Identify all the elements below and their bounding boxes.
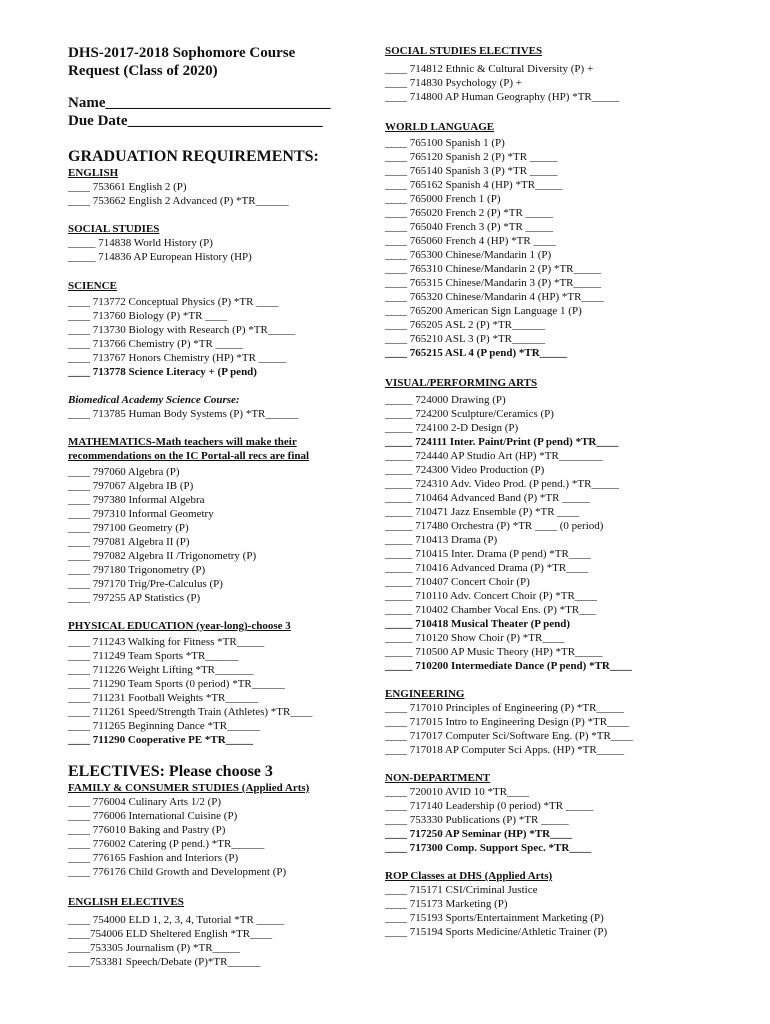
- course-option[interactable]: ____ 717250 AP Seminar (HP) *TR____: [385, 828, 573, 840]
- course-option[interactable]: ____ 797067 Algebra IB (P): [68, 480, 194, 492]
- form-title-line-1: DHS-2017-2018 Sophomore Course: [68, 45, 296, 61]
- course-option[interactable]: ____ 717018 AP Computer Sci Apps. (HP) *TR_____: [385, 744, 625, 756]
- course-option[interactable]: ____ 797255 AP Statistics (P): [68, 592, 201, 604]
- course-option[interactable]: ____ 776004 Culinary Arts 1/2 (P): [68, 796, 222, 808]
- section-heading: ENGINEERING: [385, 688, 465, 700]
- course-option[interactable]: _____ 710200 Intermediate Dance (P pend) *TR____: [385, 660, 632, 672]
- science-section: [68, 279, 368, 379]
- course-option[interactable]: ____ 765310 Chinese/Mandarin 2 (P) *TR_____: [385, 263, 602, 275]
- course-option[interactable]: ____ 717017 Computer Sci/Software Eng. (P) *TR____: [385, 730, 633, 742]
- section-heading: MATHEMATICS-Math teachers will make their: [68, 436, 297, 448]
- course-option[interactable]: ____ 714812 Ethnic & Cultural Diversity (P) +: [385, 63, 594, 75]
- course-option[interactable]: ____ 765215 ASL 4 (P pend) *TR_____: [385, 347, 568, 359]
- section-heading: WORLD LANGUAGE: [385, 121, 495, 133]
- course-option[interactable]: ____ 713760 Biology (P) *TR ____: [68, 310, 228, 322]
- course-option[interactable]: ____ 765060 French 4 (HP) *TR ____: [385, 235, 556, 247]
- course-option[interactable]: ____ 713766 Chemistry (P) *TR _____: [68, 338, 244, 350]
- course-option[interactable]: _____ 710413 Drama (P): [385, 534, 498, 546]
- course-option[interactable]: ____ 797180 Trigonometry (P): [68, 564, 206, 576]
- course-option[interactable]: ____ 717300 Comp. Support Spec. *TR____: [385, 842, 592, 854]
- social-studies-section: [68, 222, 368, 264]
- course-option[interactable]: ____ 711231 Football Weights *TR______: [68, 692, 259, 704]
- course-option[interactable]: _____ 710120 Show Choir (P) *TR____: [385, 632, 565, 644]
- form-title-line-2: Request (Class of 2020): [68, 63, 218, 79]
- course-option[interactable]: _____ 724200 Sculpture/Ceramics (P): [385, 408, 554, 420]
- rop-section: [385, 869, 685, 939]
- non-department-course-list: [385, 785, 685, 855]
- section-heading: SOCIAL STUDIES: [68, 223, 160, 235]
- section-heading: SOCIAL STUDIES ELECTIVES: [385, 45, 543, 57]
- course-option[interactable]: _____ 724310 Adv. Video Prod. (P pend.) *TR_____: [385, 478, 619, 490]
- course-option[interactable]: ____ 715194 Sports Medicine/Athletic Trainer (P): [385, 926, 608, 938]
- course-option[interactable]: ____ 765162 Spanish 4 (HP) *TR_____: [385, 179, 563, 191]
- electives-heading: ELECTIVES: Please choose 3: [68, 763, 273, 780]
- social-studies-electives-section: [385, 44, 685, 104]
- course-option[interactable]: ____ 717010 Principles of Engineering (P) *TR_____: [385, 702, 624, 714]
- biomed-section: [68, 393, 368, 421]
- course-option[interactable]: ____ 715171 CSI/Criminal Justice: [385, 884, 538, 896]
- course-option[interactable]: ____ 765000 French 1 (P): [385, 193, 501, 205]
- course-option[interactable]: ____ 765205 ASL 2 (P) *TR______: [385, 319, 546, 331]
- course-option[interactable]: ____753305 Journalism (P) *TR_____: [68, 942, 241, 954]
- section-heading: ROP Classes at DHS (Applied Arts): [385, 870, 553, 882]
- course-option[interactable]: ____ 711261 Speed/Strength Train (Athletes) *TR____: [68, 706, 313, 718]
- section-heading: recommendations on the IC Portal-all recs are final: [68, 450, 310, 462]
- section-heading: PHYSICAL EDUCATION (year-long)-choose 3: [68, 620, 291, 632]
- course-option[interactable]: ____ 797100 Geometry (P): [68, 522, 189, 534]
- course-option[interactable]: ____ 797380 Informal Algebra: [68, 494, 205, 506]
- course-option[interactable]: _____ 710464 Advanced Band (P) *TR _____: [385, 492, 590, 504]
- pe-section: [68, 619, 368, 747]
- course-option[interactable]: ____754006 ELD Sheltered English *TR____: [68, 928, 273, 940]
- math-section: [68, 435, 368, 605]
- course-option[interactable]: ____ 765120 Spanish 2 (P) *TR _____: [385, 151, 558, 163]
- course-option[interactable]: ____ 753330 Publications (P) *TR _____: [385, 814, 569, 826]
- english-section: [68, 166, 368, 208]
- course-option[interactable]: _____ 710471 Jazz Ensemble (P) *TR ____: [385, 506, 580, 518]
- course-option[interactable]: ____ 715173 Marketing (P): [385, 898, 508, 910]
- course-option[interactable]: _____ 710415 Inter. Drama (P pend) *TR____: [385, 548, 591, 560]
- course-option[interactable]: _____ 710402 Chamber Vocal Ens. (P) *TR___: [385, 604, 596, 616]
- section-heading: ENGLISH: [68, 167, 119, 179]
- course-option[interactable]: _____ 714836 AP European History (HP): [68, 251, 252, 263]
- non-department-section: [385, 771, 685, 855]
- course-option[interactable]: ____ 753661 English 2 (P): [68, 181, 187, 193]
- course-option[interactable]: ____ 765100 Spanish 1 (P): [385, 137, 505, 149]
- course-option[interactable]: ____ 754000 ELD 1, 2, 3, 4, Tutorial *TR _____: [68, 914, 285, 926]
- course-option[interactable]: ____ 765210 ASL 3 (P) *TR______: [385, 333, 546, 345]
- course-option[interactable]: _____ 724000 Drawing (P): [385, 394, 506, 406]
- section-heading: NON-DEPARTMENT: [385, 772, 491, 784]
- course-option[interactable]: ____ 765020 French 2 (P) *TR _____: [385, 207, 554, 219]
- course-option[interactable]: ____ 765315 Chinese/Mandarin 3 (P) *TR_____: [385, 277, 602, 289]
- course-option[interactable]: _____ 710418 Musical Theater (P pend): [385, 618, 571, 630]
- left-column: [68, 44, 368, 969]
- course-option[interactable]: ____ 711290 Cooperative PE *TR_____: [68, 734, 254, 746]
- course-option[interactable]: _____ 724111 Inter. Paint/Print (P pend) *TR____: [385, 436, 619, 448]
- course-option[interactable]: ____ 713778 Science Literacy + (P pend): [68, 366, 257, 378]
- english-electives-section: [68, 895, 368, 969]
- course-option[interactable]: ____ 714830 Psychology (P) +: [385, 77, 522, 89]
- course-option[interactable]: ____ 717140 Leadership (0 period) *TR _____: [385, 800, 594, 812]
- section-heading: ENGLISH ELECTIVES: [68, 896, 184, 908]
- course-option[interactable]: ____ 714800 AP Human Geography (HP) *TR_____: [385, 91, 620, 103]
- course-option[interactable]: ____ 765320 Chinese/Mandarin 4 (HP) *TR____: [385, 291, 604, 303]
- engineering-section: [385, 687, 685, 757]
- course-option[interactable]: ____ 765140 Spanish 3 (P) *TR _____: [385, 165, 558, 177]
- course-option[interactable]: ____ 713785 Human Body Systems (P) *TR______: [68, 408, 299, 420]
- section-heading: SCIENCE: [68, 280, 117, 292]
- due-date-field[interactable]: Due Date__________________________: [68, 113, 323, 129]
- course-option[interactable]: ____ 776006 International Cuisine (P): [68, 810, 238, 822]
- course-option[interactable]: ____ 753662 English 2 Advanced (P) *TR______: [68, 195, 289, 207]
- course-option[interactable]: ____ 713772 Conceptual Physics (P) *TR ____: [68, 296, 279, 308]
- course-option[interactable]: ____ 797081 Algebra II (P): [68, 536, 190, 548]
- vpa-course-list: [385, 393, 685, 673]
- course-option[interactable]: ____ 711265 Beginning Dance *TR______: [68, 720, 261, 732]
- course-option[interactable]: ____ 713730 Biology with Research (P) *TR_____: [68, 324, 296, 336]
- course-option[interactable]: ____753381 Speech/Debate (P)*TR______: [68, 956, 261, 968]
- course-option[interactable]: ____ 797310 Informal Geometry: [68, 508, 214, 520]
- course-option[interactable]: ____ 797060 Algebra (P): [68, 466, 180, 478]
- course-option[interactable]: _____ 724100 2-D Design (P): [385, 422, 519, 434]
- course-option[interactable]: _____ 724300 Video Production (P): [385, 464, 545, 476]
- course-option[interactable]: ____ 713767 Honors Chemistry (HP) *TR _____: [68, 352, 287, 364]
- course-option[interactable]: ____ 765040 French 3 (P) *TR _____: [385, 221, 554, 233]
- course-option[interactable]: _____ 710407 Concert Choir (P): [385, 576, 530, 588]
- course-option[interactable]: ____ 776176 Child Growth and Development (P): [68, 866, 287, 878]
- course-option[interactable]: ____ 711243 Walking for Fitness *TR_____: [68, 636, 265, 648]
- graduation-requirements-heading: GRADUATION REQUIREMENTS:: [68, 148, 319, 165]
- course-option[interactable]: ____ 797082 Algebra II /Trigonometry (P): [68, 550, 257, 562]
- world-language-section: [385, 120, 685, 360]
- course-option[interactable]: ____ 711226 Weight Lifting *TR_______: [68, 664, 254, 676]
- course-option[interactable]: ____ 717015 Intro to Engineering Design (P) *TR____: [385, 716, 630, 728]
- course-option[interactable]: _____ 714838 World History (P): [68, 237, 213, 249]
- section-heading: Biomedical Academy Science Course:: [68, 394, 240, 406]
- course-option[interactable]: ____ 720010 AVID 10 *TR____: [385, 786, 530, 798]
- course-option[interactable]: ____ 776010 Baking and Pastry (P): [68, 824, 226, 836]
- section-heading: FAMILY & CONSUMER STUDIES (Applied Arts): [68, 782, 310, 794]
- course-option[interactable]: _____ 710500 AP Music Theory (HP) *TR_____: [385, 646, 603, 658]
- visual-performing-arts-section: [385, 376, 685, 673]
- course-option[interactable]: ____ 711290 Team Sports (0 period) *TR______: [68, 678, 285, 690]
- family-consumer-section: [68, 781, 368, 879]
- section-heading: VISUAL/PERFORMING ARTS: [385, 377, 538, 389]
- course-option[interactable]: ____ 715193 Sports/Entertainment Marketing (P): [385, 912, 604, 924]
- right-column: [385, 44, 685, 939]
- course-option[interactable]: ____ 711249 Team Sports *TR______: [68, 650, 239, 662]
- course-option[interactable]: _____ 717480 Orchestra (P) *TR ____ (0 period): [385, 520, 604, 532]
- course-option[interactable]: ____ 776165 Fashion and Interiors (P): [68, 852, 239, 864]
- course-option[interactable]: ____ 776002 Catering (P pend.) *TR______: [68, 838, 265, 850]
- course-option[interactable]: _____ 710416 Advanced Drama (P) *TR____: [385, 562, 589, 574]
- name-field[interactable]: Name______________________________: [68, 95, 331, 111]
- course-option[interactable]: ____ 765200 American Sign Language 1 (P): [385, 305, 582, 317]
- course-option[interactable]: ____ 797170 Trig/Pre-Calculus (P): [68, 578, 223, 590]
- course-option[interactable]: _____ 724440 AP Studio Art (HP) *TR________: [385, 450, 603, 462]
- course-option[interactable]: ____ 765300 Chinese/Mandarin 1 (P): [385, 249, 552, 261]
- course-option[interactable]: _____ 710110 Adv. Concert Choir (P) *TR____: [385, 590, 597, 602]
